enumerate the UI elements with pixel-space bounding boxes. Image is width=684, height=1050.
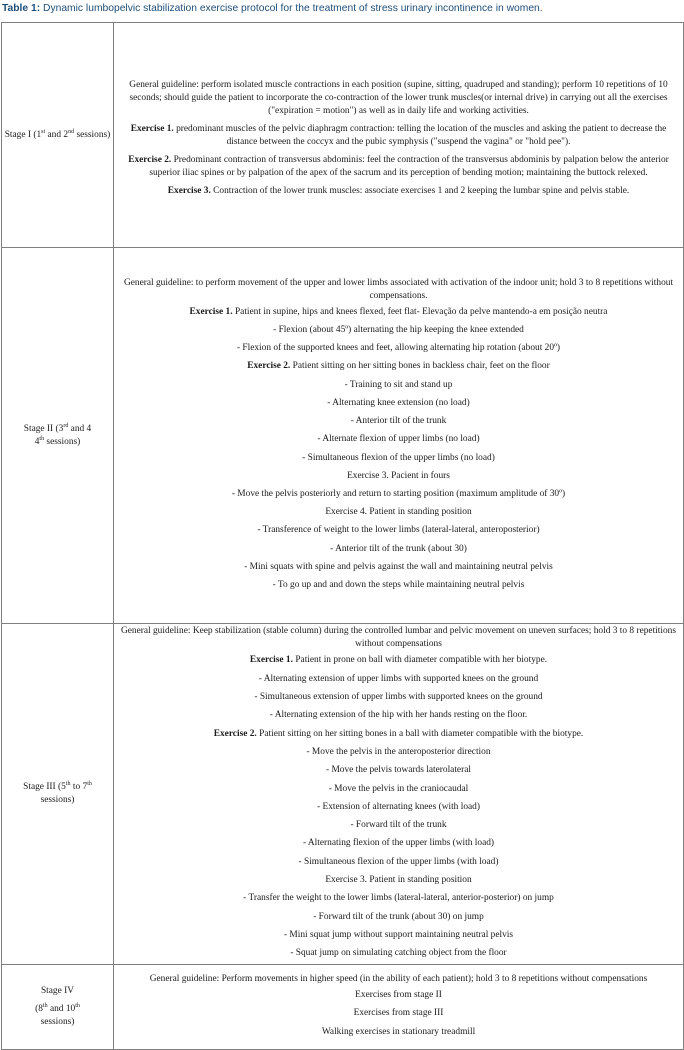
stage-label: Stage III (5th to 7th sessions) (2, 624, 114, 965)
list-item: - Training to sit and stand up (344, 379, 453, 390)
exercise-1: Exercise 1. Patient in supine, hips and knees flexed, feet flat- Elevação da pelve mantendo-a em posição neutra (189, 306, 608, 317)
caption-text: Dynamic lumbopelvic stabilization exercise protocol for the treatment of stress urinary incontinence in women. (40, 3, 543, 14)
stage-content (114, 624, 684, 965)
table-row-stage-1 (2, 23, 684, 248)
list-item: Exercise 3. Patient in standing position (325, 875, 472, 886)
list-item: - Alternating extension of the hip with her hands resting on the floor. (269, 710, 528, 721)
exercise-2: Exercise 2. Patient sitting on her sitting bones in a ball with diameter compatible with the biotype. (213, 728, 584, 739)
list-item: - Alternating extension of upper limbs with supported knees on the ground (258, 673, 539, 684)
list-item: - Forward tilt of the trunk (about 30) on jump (313, 911, 484, 922)
list-item: - Squat jump on simulating catching object from the floor (290, 948, 507, 959)
stage-content (114, 965, 684, 1050)
protocol-table (1, 22, 684, 1050)
list-item: Exercises from stage III (353, 1008, 444, 1019)
list-item: Exercise 4. Patient in standing position (325, 507, 472, 518)
table-row-stage-3 (2, 624, 684, 965)
list-item: - Simultaneous flexion of the upper limbs (with load) (298, 856, 499, 867)
list-item: - Flexion (about 45º) alternating the hip keeping the knee extended (273, 325, 524, 336)
stage-label: Stage II (3rd and 4 4th sessions) (2, 248, 114, 624)
list-item: - Anterior tilt of the trunk (350, 416, 447, 427)
general-guideline: General guideline: perform isolated muscle contractions in each position (supine, sitting, quadruped and standing); perform 10 repetitions of 10 seconds; should guide the patient to incorporate the co-contraction of the lower trunk muscles(or internal drive) in carrying out all the exercises ("expiration = motion") as well as in daily life and working activities. (129, 79, 668, 116)
list-item: - Mini squats with spine and pelvis against the wall and maintaining neutral pelvis (244, 561, 553, 572)
general-guideline: General guideline: Keep stabilization (stable column) during the controlled lumbar and pelvic movement on uneven surfaces; hold 3 to 8 repetitions without compensations (120, 626, 677, 650)
exercise-1: Exercise 1. Patient in prone on ball with diameter compatible with her biotype. (249, 655, 548, 666)
list-item: - Alternating knee extension (no load) (327, 397, 470, 408)
stage-content (114, 248, 684, 624)
exercise-3: Exercise 3. Contraction of the lower trunk muscles: associate exercises 1 and 2 keeping the lumbar spine and pelvis stable. (167, 185, 630, 196)
general-guideline: General guideline: Perform movements in higher speed (in the ability of each patient); hold 3 to 8 repetitions without compensations (149, 974, 648, 985)
table-row-stage-2 (2, 248, 684, 624)
list-item: - Transfer the weight to the lower limbs (lateral-lateral, anterior-posterior) on jump (243, 893, 554, 904)
stage-label: Stage IV (8th and 10th sessions) (2, 965, 114, 1050)
list-item: - Move the pelvis in the craniocaudal (328, 783, 469, 794)
list-item: Exercise 3. Pacient in fours (347, 470, 450, 481)
list-item: - Simultaneous extension of upper limbs with supported knees on the ground (254, 692, 543, 703)
list-item: - Anterior tilt of the trunk (about 30) (330, 543, 467, 554)
list-item: - Mini squat jump without support maintaining neutral pelvis (283, 929, 514, 940)
list-item: - Move the pelvis in the anteroposterior direction (306, 746, 491, 757)
general-guideline: General guideline: to perform movement of the upper and lower limbs associated with activation of the indoor unit; hold 3 to 8 repetitions without compensations. (123, 277, 674, 301)
list-item: Exercises from stage II (355, 990, 442, 1001)
list-item: - Alternate flexion of upper limbs (no load) (317, 434, 480, 445)
stage-content (114, 23, 684, 248)
table-row-stage-4 (2, 965, 684, 1050)
exercise-2: Exercise 2. Patient sitting on her sitting bones in backless chair, feet on the floor (247, 361, 550, 372)
list-item: - Extension of alternating knees (with load) (317, 801, 480, 812)
list-item: - To go up and and down the steps while maintaining neutral pelvis (272, 579, 525, 590)
list-item: - Alternating flexion of the upper limbs (with load) (302, 838, 495, 849)
list-item: - Move the pelvis posteriorly and return to starting position (maximum amplitude of 30º) (231, 488, 566, 499)
caption-label: Table 1: (2, 3, 41, 14)
list-item: - Forward tilt of the trunk (350, 820, 447, 831)
list-item: - Flexion of the supported knees and feet, allowing alternating hip rotation (about 20º) (236, 343, 561, 354)
list-item: Walking exercises in stationary treadmill (321, 1026, 476, 1037)
list-item: - Move the pelvis towards laterolateral (325, 765, 471, 776)
list-item: - Simultaneous flexion of the upper limbs (no load) (302, 452, 495, 463)
table-caption (2, 2, 682, 16)
list-item: - Transference of weight to the lower limbs (lateral-lateral, anteroposterior) (257, 525, 540, 536)
stage-label: Stage I (1st and 2nd sessions) (2, 23, 114, 248)
exercise-1: Exercise 1. predominant muscles of the pelvic diaphragm contraction: telling the location of the muscles and asking the patient to decrease the distance between the coccyx and the pubic symphysis ("suspend the vagina" or "hold pee"). (130, 123, 667, 147)
exercise-2: Exercise 2. Predominant contraction of transversus abdominis: feel the contraction of the transversus abdominis by palpation below the anterior superior iliac spines or by palpation of the apex of the sacrum and its perception of bending motion; maintaining the buttock relexed. (128, 154, 669, 178)
